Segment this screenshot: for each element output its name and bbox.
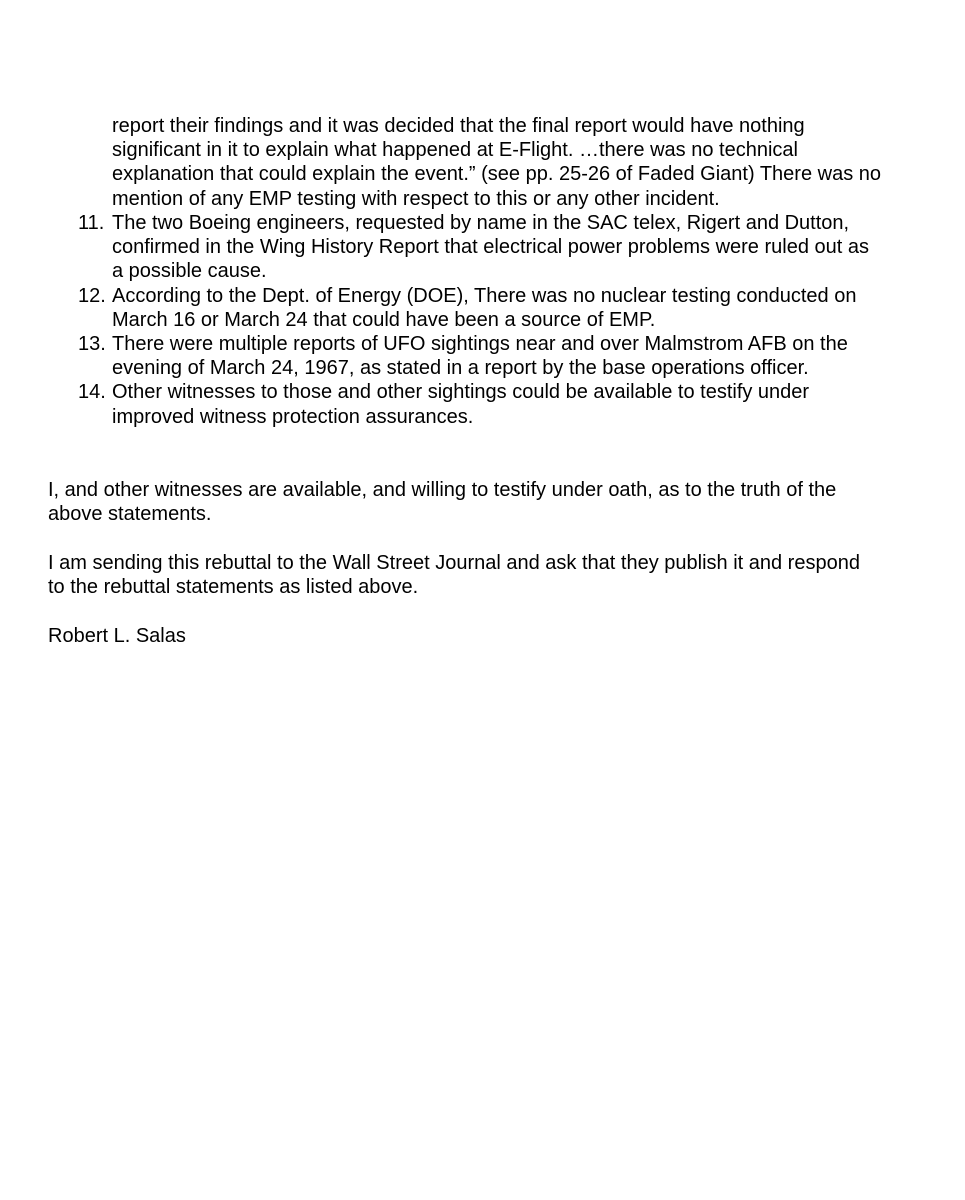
list-item xyxy=(0,284,877,332)
list-item-text: The two Boeing engineers, requested by name in the SAC telex, Rigert and Dutton, confirmed in the Wing History Report that electrical power problems were ruled out as a possible cause. xyxy=(112,212,869,283)
list-item-number: 14. xyxy=(78,381,106,404)
list-item-text: Other witnesses to those and other sightings could be available to testify under improved witness protection assurances. xyxy=(112,381,810,428)
list-item xyxy=(0,211,877,284)
rebuttal-paragraph: I am sending this rebuttal to the Wall Street Journal and ask that they publish it and respond to the rebuttal statements as listed above. xyxy=(48,552,860,599)
list-item xyxy=(0,380,877,428)
numbered-list xyxy=(0,211,965,429)
list-item xyxy=(0,332,877,380)
list-item-number: 12. xyxy=(78,284,106,307)
continuation-paragraph: report their findings and it was decided that the final report would have nothing significant in it to explain what happened at E-Flight. …there was no technical explanation that could explain the event.” (see pp. 25-26 of Faded Giant) There was no mention of any EMP testing with respect to this or any other incident. xyxy=(112,115,882,210)
list-item-text: There were multiple reports of UFO sightings near and over Malmstrom AFB on the evening of March 24, 1967, as stated in a report by the base operations officer. xyxy=(112,333,848,380)
list-item-text: According to the Dept. of Energy (DOE), There was no nuclear testing conducted on March 16 or March 24 that could have been a source of EMP. xyxy=(112,284,857,331)
list-item-number: 11. xyxy=(78,212,105,234)
testimony-paragraph: I, and other witnesses are available, and willing to testify under oath, as to the truth of the above statements. xyxy=(48,479,837,526)
list-item-number: 13. xyxy=(78,333,106,356)
signature: Robert L. Salas xyxy=(48,625,186,647)
